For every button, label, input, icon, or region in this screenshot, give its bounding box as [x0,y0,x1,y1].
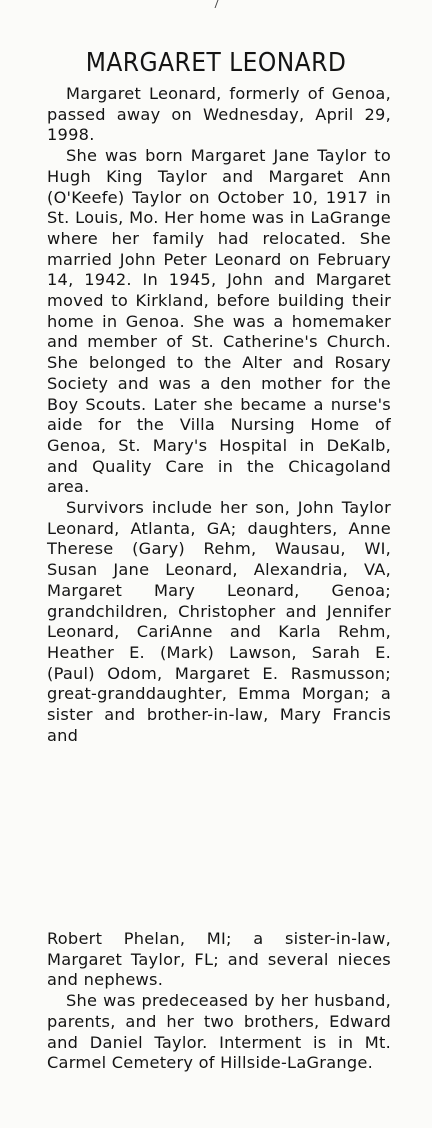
paragraph-interment: She was predeceased by her husband, parents, and her two brothers, Edward and Daniel Taylor. Interment is in Mt. Carmel Cemetery of Hillside-LaGrange. [47,991,391,1073]
pen-mark [215,0,229,8]
obituary-body [47,84,391,747]
paragraph-survivors: Survivors include her son, John Taylor Leonard, Atlanta, GA; daughters, Anne Therese (Gary) Rehm, Wausau, WI, Susan Jane Leonard, Alexandria, VA, Margaret Mary Leonard, Genoa; grandchildren, Christopher and Jennifer Leonard, CariAnne and Karla Rehm, Heather E. (Mark) Lawson, Sarah E. (Paul) Odom, Margaret E. Rasmusson; great-granddaughter, Emma Morgan; a sister and brother-in-law, Mary Francis and [47,498,391,745]
paragraph-death-notice: Margaret Leonard, formerly of Genoa, passed away on Wednesday, April 29, 1998. [47,84,391,145]
paragraph-biography: She was born Margaret Jane Taylor to Hugh King Taylor and Margaret Ann (O'Keefe) Taylor on October 10, 1917 in St. Louis, Mo. Her home was in LaGrange where her family had relocated. She married John Peter Leonard on February 14, 1942. In 1945, John and Margaret moved to Kirkland, before building their home in Genoa. She was a homemaker and member of St. Catherine's Church. She belonged to the Alter and Rosary Society and was a den mother for the Boy Scouts. Later she became a nurse's aide for the Villa Nursing Home of Genoa, St. Mary's Hospital in DeKalb, and Quality Care in the Chicagoland area. [47,146,391,497]
paragraph-survivors-cont: Robert Phelan, MI; a sister-in-law, Margaret Taylor, FL; and several nieces and nephews. [47,929,391,990]
obituary-title: MARGARET LEONARD [85,48,347,78]
next-headline-cut [150,1121,300,1128]
obituary-continuation [47,929,391,1074]
